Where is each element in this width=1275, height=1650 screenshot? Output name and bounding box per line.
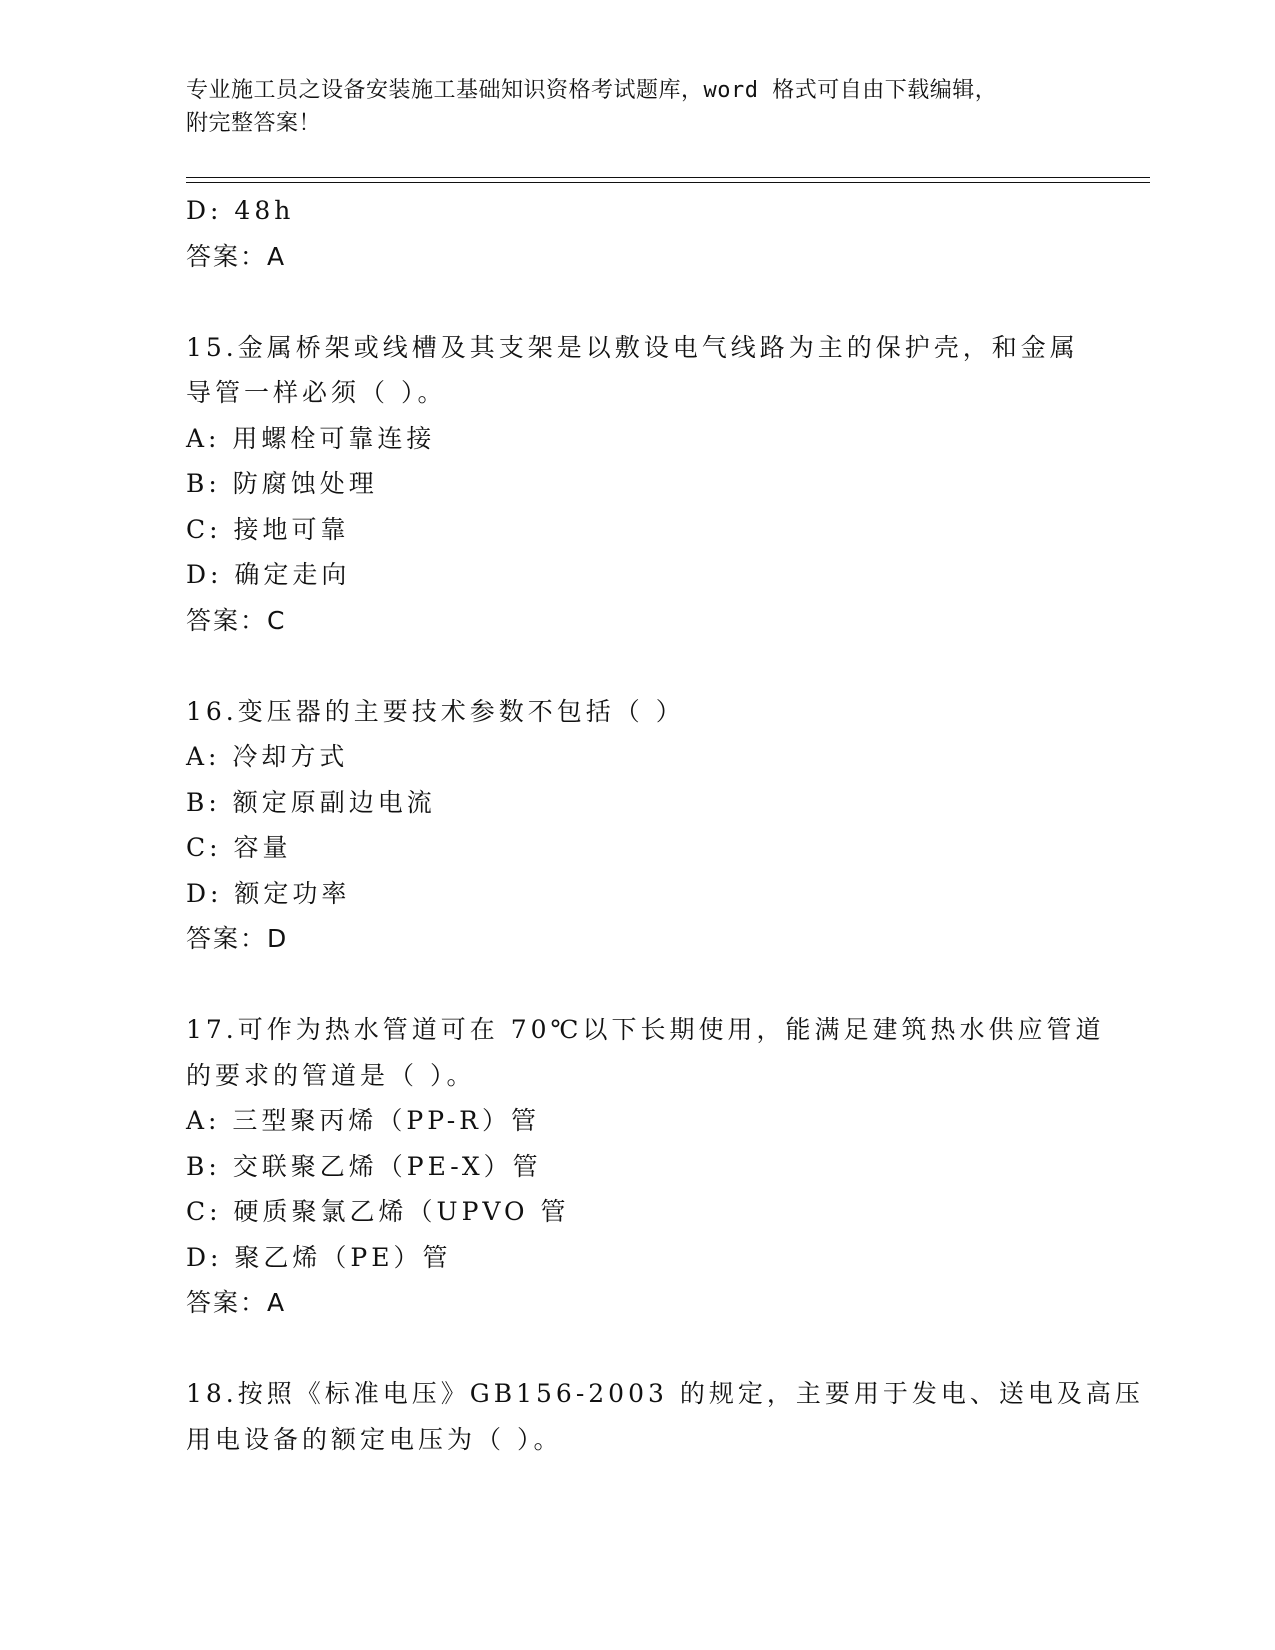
option-b: B: 交联聚乙烯（PE-X）管 <box>186 1151 542 1181</box>
answer-text: 答案：A <box>186 241 287 271</box>
option-a: A: 用螺栓可靠连接 <box>186 423 436 453</box>
question-title-line-1: 15.金属桥架或线槽及其支架是以敷设电气线路为主的保护壳，和金属 <box>186 332 1079 362</box>
option-c: C: 硬质聚氯乙烯（UPVO 管 <box>186 1197 570 1226</box>
question-16 <box>186 689 1086 962</box>
option-d: D: 额定功率 <box>186 878 351 908</box>
question-title-line-1: 18.按照《标准电压》GB156-2003 的规定，主要用于发电、送电及高压 <box>186 1379 1144 1408</box>
option-c: C: 容量 <box>186 833 292 862</box>
question-title-line-2: 用电设备的额定电压为（ ）。 <box>186 1424 563 1454</box>
header-divider-bottom <box>186 182 1150 183</box>
option-d: D: 确定走向 <box>186 560 351 589</box>
question-17 <box>186 1007 1105 1326</box>
header-divider-top <box>186 177 1150 178</box>
question-18 <box>186 1371 1144 1462</box>
option-a: A: 冷却方式 <box>186 742 349 771</box>
option-b: B: 额定原副边电流 <box>186 787 436 817</box>
question-15 <box>186 325 1086 644</box>
answer-text: 答案：D <box>186 924 289 953</box>
spacer <box>186 962 1086 1008</box>
question-title-line-2: 的要求的管道是（ ）。 <box>186 1060 476 1090</box>
question-title-line-1: 16.变压器的主要技术参数不包括（ ） <box>186 696 685 726</box>
header-title-line-2: 附完整答案！ <box>186 111 322 136</box>
spacer <box>186 643 1086 689</box>
page-header <box>186 74 1066 140</box>
option-d: D: 聚乙烯（PE）管 <box>186 1242 452 1272</box>
previous-question-tail <box>186 188 1086 279</box>
question-title-line-2: 导管一样必须（ ）。 <box>186 378 447 407</box>
answer-text: 答案：C <box>186 605 287 635</box>
option-c: C: 接地可靠 <box>186 514 350 544</box>
answer-text: 答案：A <box>186 1288 287 1317</box>
option-a: A: 三型聚丙烯（PP-R）管 <box>186 1106 540 1135</box>
option-d: D: 48h <box>186 196 295 225</box>
option-b: B: 防腐蚀处理 <box>186 469 378 498</box>
question-list <box>186 188 1144 1462</box>
header-title-line-1: 专业施工员之设备安装施工基础知识资格考试题库，word 格式可自由下载编辑， <box>186 78 998 103</box>
spacer <box>186 1326 1086 1372</box>
spacer <box>186 279 1086 325</box>
question-title-line-1: 17.可作为热水管道可在 70℃以下长期使用，能满足建筑热水供应管道 <box>186 1015 1105 1044</box>
